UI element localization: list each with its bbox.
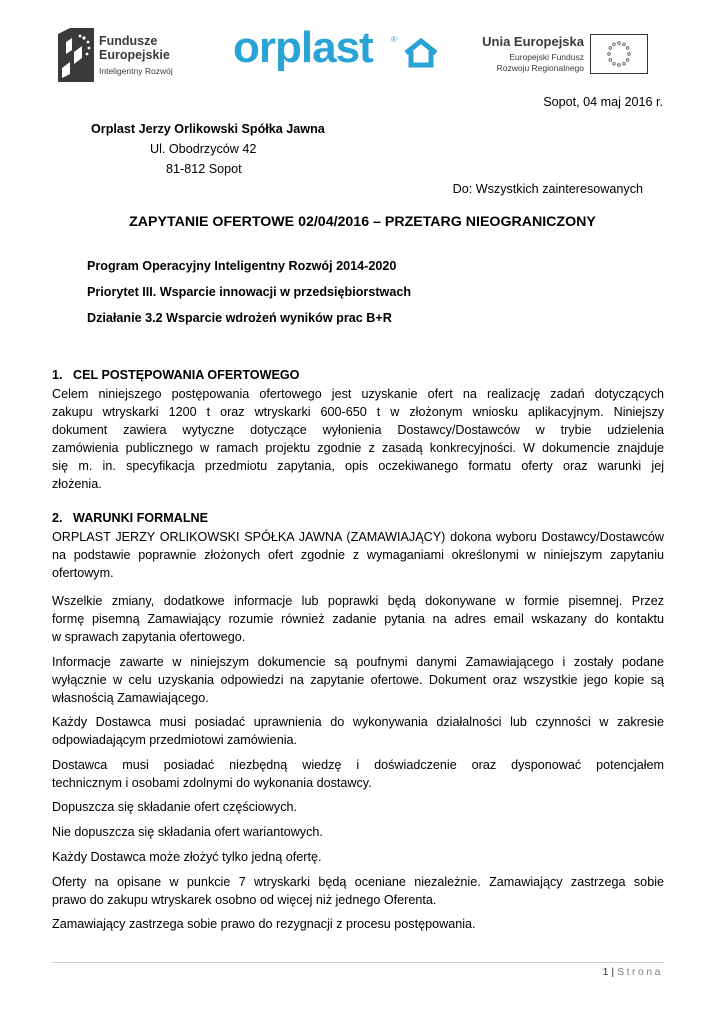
footer-separator: | (611, 966, 615, 978)
text-line: Zamawiający zastrzega sobie prawo do rezygnacji z procesu postępowania. (52, 917, 476, 931)
ue-line2: Europejski Fundusz (509, 52, 584, 62)
section2-paragraph-4 (52, 713, 664, 749)
text-line: Każdy Dostawca może złożyć tylko jedną ofertę. (52, 850, 322, 864)
fe-line1: Fundusze (99, 34, 158, 48)
ue-line1: Unia Europejska (482, 34, 584, 49)
text-line: Informacje zawarte w niniejszym dokumencie są poufnymi danymi Zamawiającego i zostały podane (52, 655, 664, 669)
program-line1: Program Operacyjny Inteligentny Rozwój 2014-2020 (87, 259, 397, 273)
fundusze-europejskie-logo (58, 28, 198, 84)
program-line3: Działanie 3.2 Wsparcie wdrożeń wyników prac B+R (87, 311, 392, 325)
section2-paragraph-3 (52, 653, 664, 707)
text-line: dokument zawiera wytyczne dotyczące wyłonienia Dostawcy/Dostawców w trybie udzielenia (52, 423, 664, 437)
sender-company: Orplast Jerzy Orlikowski Spółka Jawna (91, 122, 325, 136)
text-line: złożenia. (52, 477, 102, 491)
section2-paragraph-10 (52, 915, 664, 933)
orplast-registered-mark: ® (391, 35, 397, 44)
text-line: Nie dopuszcza się składania ofert wariantowych. (52, 825, 323, 839)
text-line: Dopuszcza się składanie ofert częściowych. (52, 800, 297, 814)
unia-europejska-logo (470, 34, 660, 84)
fe-line3: Inteligentny Rozwój (99, 66, 173, 76)
sender-street: Ul. Obodrzyców 42 (150, 142, 257, 156)
orplast-wordmark: orplast (233, 23, 373, 72)
page-number: 1 (602, 966, 609, 978)
section2-paragraph-5 (52, 756, 664, 792)
section2-paragraph-7 (52, 823, 664, 841)
text-line: Oferty na opisane w punkcie 7 wtryskarki będą oceniane niezależnie. Zamawiający zastrzega sobie (52, 875, 664, 889)
text-line: własnością Zamawiającego. (52, 691, 209, 705)
recipient: Do: Wszystkich zainteresowanych (452, 182, 643, 196)
text-line: wyłącznie w celu uzyskania odpowiedzi na zapytanie ofertowe. Dokument oraz wszystkie jego kopie są (52, 673, 664, 687)
house-icon (403, 38, 439, 68)
footer-divider (52, 962, 664, 963)
text-line: na podstawie poprawnie złożonych ofert zgodnie z wymaganiami określonymi w niniejszym zapytaniu (52, 548, 664, 562)
page-footer (603, 966, 663, 978)
section2-paragraph-2 (52, 592, 664, 646)
ue-line3: Rozwoju Regionalnego (496, 63, 584, 73)
section2-paragraph-1 (52, 528, 664, 582)
text-line: zamówienia publicznego w ramach projektu zgodnie z zasadą konkrecyjności. W dokumencie znajduje (52, 441, 664, 455)
document-title: ZAPYTANIE OFERTOWE 02/04/2016 – PRZETARG NIEOGRANICZONY (129, 214, 596, 230)
eu-flag-icon (590, 34, 648, 74)
sender-city: 81-812 Sopot (166, 162, 242, 176)
text-line: zakupu wtryskarki 1200 t oraz wtryskarki 600-650 t w złożonym wniosku aplikacyjnym. Niniejszy (52, 405, 664, 419)
text-line: odpowiadającym przedmiotowi zamówienia. (52, 733, 297, 747)
text-line: Celem niniejszego postępowania ofertowego jest uzyskanie ofert na realizację zadań dotyczących (52, 387, 664, 401)
page-word: Strona (617, 966, 663, 978)
orplast-logo (233, 23, 443, 76)
section2-paragraph-8 (52, 848, 664, 866)
text-line: się m. in. specyfikacja przedmiotu zapytania, opis oczekiwanego formatu oferty oraz warunki jej (52, 459, 664, 473)
text-line: prawo do zakupu wtryskarek osobno od więcej niż jednego Oferenta. (52, 893, 437, 907)
fe-emblem-icon (58, 28, 94, 82)
text-line: formę pisemną Zamawiający rozumie również zadanie pytania na adres email wskazany do kontaktu (52, 612, 664, 626)
section2-paragraph-9 (52, 873, 664, 909)
text-line: ORPLAST JERZY ORLIKOWSKI SPÓŁKA JAWNA (ZAMAWIAJĄCY) dokona wyboru Dostawcy/Dostawców (52, 530, 664, 544)
text-line: ofertowym. (52, 566, 114, 580)
text-line: technicznym i osobami zdolnymi do wykonania dostawcy. (52, 776, 372, 790)
fe-line2: Europejskie (99, 48, 170, 62)
date-line: Sopot, 04 maj 2016 r. (543, 95, 663, 109)
text-line: Każdy Dostawca musi posiadać uprawnienia do wykonywania działalności lub czynności w zakresie (52, 715, 664, 729)
header-logos (58, 23, 658, 88)
section1-heading: 1. CEL POSTĘPOWANIA OFERTOWEGO (52, 368, 300, 382)
section2-paragraph-6 (52, 798, 664, 816)
program-line2: Priorytet III. Wsparcie innowacji w przedsiębiorstwach (87, 285, 412, 299)
section2-heading: 2. WARUNKI FORMALNE (52, 511, 209, 525)
text-line: Dostawca musi posiadać niezbędną wiedzę i doświadczenie oraz dysponować potencjałem (52, 758, 664, 772)
text-line: Wszelkie zmiany, dodatkowe informacje lub poprawki będą dokonywane w formie pisemnej. Przez (52, 594, 664, 608)
section1-paragraph (52, 385, 664, 493)
text-line: w sprawach zapytania ofertowego. (52, 630, 246, 644)
